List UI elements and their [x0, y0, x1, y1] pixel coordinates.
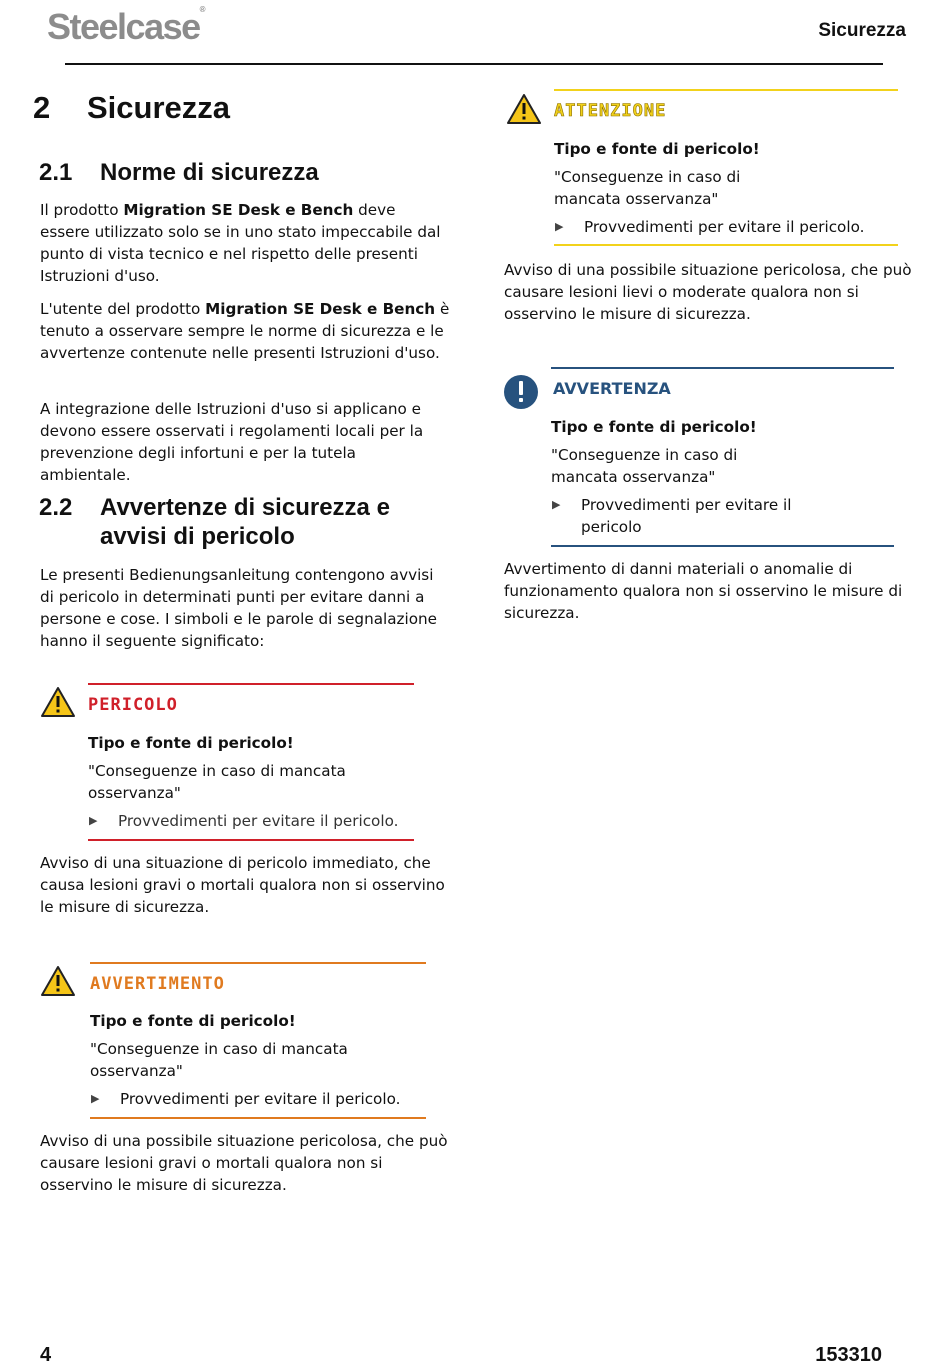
hazard-consequences: "Conseguenze in caso di mancata osservanza": [551, 446, 738, 486]
attenzione-bottom-rule: [554, 244, 898, 246]
section-title: Norme di sicurezza: [100, 159, 319, 186]
paragraph: A integrazione delle Istruzioni d'uso si applicano e devono essere osservati i regolamenti locali per la prevenzione degli infortuni e per la tutela ambientale.: [40, 400, 424, 484]
pericolo-bottom-rule: [88, 839, 414, 841]
paragraph: Il prodotto Migration SE Desk e Bench deve essere utilizzato solo se in uno stato impeccabile dal punto di vista tecnico e nel rispetto delle presenti Istruzioni d'uso.: [40, 201, 441, 285]
signal-word-attenzione: ATTENZIONE: [554, 101, 667, 121]
page-number: 4: [40, 1344, 52, 1366]
warning-triangle-icon: [40, 686, 76, 718]
warning-triangle-icon: [40, 965, 76, 997]
attenzione-description: Avviso di una possibile situazione pericolosa, che può causare lesioni lievi o moderate qualora non si osservino le misure di sicurezza.: [504, 261, 912, 323]
section-heading-2-2: [39, 493, 459, 551]
warning-triangle-icon: [506, 93, 542, 125]
avvertenza-description: Avvertimento di danni materiali o anomalie di funzionamento qualora non si osservino le misure di sicurezza.: [504, 560, 903, 622]
arrow-right-icon: ▶: [552, 498, 561, 511]
avvertimento-bottom-rule: [90, 1117, 426, 1119]
signal-word-avvertimento: AVVERTIMENTO: [90, 974, 225, 994]
hazard-consequences: "Conseguenze in caso di mancata osservanza": [90, 1040, 348, 1080]
document-number: 153310: [815, 1344, 882, 1366]
hazard-consequences: "Conseguenze in caso di mancata osservanza": [88, 762, 346, 802]
header-section-title: Sicurezza: [818, 20, 906, 41]
hazard-type: Tipo e fonte di pericolo!: [551, 418, 757, 436]
section-title: Avvertenze di sicurezza e: [100, 494, 390, 521]
attenzione-top-rule: [554, 89, 898, 91]
avvertimento-description: Avviso di una possibile situazione pericolosa, che può causare lesioni gravi o mortali qualora non si osservino le misure di sicurezza.: [40, 1132, 448, 1194]
section-title-line2: avvisi di pericolo: [100, 523, 295, 550]
hazard-measures: Provvedimenti per evitare il pericolo.: [120, 1090, 401, 1108]
paragraph: L'utente del prodotto Migration SE Desk e Bench è tenuto a osservare sempre le norme di sicurezza e le avvertenze contenute nelle presenti Istruzioni d'uso.: [40, 300, 450, 362]
avvertenza-bottom-rule: [551, 545, 894, 547]
signal-word-avvertenza: AVVERTENZA: [553, 379, 671, 398]
hazard-measures: Provvedimenti per evitare il pericolo: [581, 496, 792, 536]
hazard-type: Tipo e fonte di pericolo!: [554, 140, 760, 158]
pericolo-top-rule: [88, 683, 414, 685]
section-number: 2.1: [39, 159, 73, 186]
chapter-title-text: Sicurezza: [87, 90, 231, 125]
paragraph: Le presenti Bedienungsanleitung contengono avvisi di pericolo in determinati punti per evitare danni a persone e cose. I simboli e le parole di segnalazione hanno il seguente significato:: [40, 566, 437, 650]
signal-word-pericolo: PERICOLO: [88, 695, 178, 715]
header-rule: [65, 63, 883, 65]
hazard-type: Tipo e fonte di pericolo!: [88, 734, 294, 752]
pericolo-description: Avviso di una situazione di pericolo immediato, che causa lesioni gravi o mortali qualora non si osservino le misure di sicurezza.: [40, 854, 445, 916]
avvertimento-top-rule: [90, 962, 426, 964]
steelcase-logo: Steelcase®: [47, 5, 206, 47]
hazard-consequences: "Conseguenze in caso di mancata osservanza": [554, 168, 741, 208]
hazard-type: Tipo e fonte di pericolo!: [90, 1012, 296, 1030]
chapter-number: 2: [33, 90, 51, 125]
section-heading-2-1: [39, 158, 459, 187]
arrow-right-icon: ▶: [555, 220, 564, 233]
arrow-right-icon: ▶: [89, 814, 98, 827]
hazard-measures: Provvedimenti per evitare il pericolo.: [584, 218, 865, 236]
avvertenza-top-rule: [551, 367, 894, 369]
chapter-title: [33, 90, 230, 126]
exclamation-circle-icon: [503, 374, 539, 410]
section-number: 2.2: [39, 494, 73, 521]
arrow-right-icon: ▶: [91, 1092, 100, 1105]
hazard-measures: Provvedimenti per evitare il pericolo.: [118, 812, 399, 830]
